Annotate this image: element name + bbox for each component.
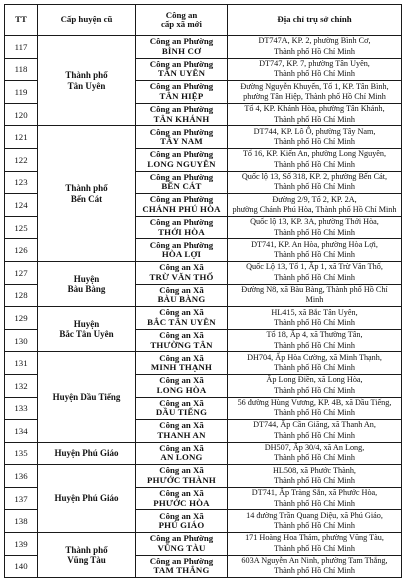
new-police-unit-cell	[136, 442, 228, 465]
row-number: 120	[5, 103, 38, 126]
address-line2: Thành phố Hồ Chí Minh	[274, 476, 355, 486]
address-line1: Tổ 18, Ấp 4, xã Thường Tân,	[266, 330, 363, 340]
address-line2: Thành phố Hồ Chí Minh	[274, 159, 355, 169]
unit-name: AN LONG	[160, 452, 203, 463]
address-line2: Thành phố Hồ Chí Minh	[274, 69, 355, 79]
headquarters-address-cell	[228, 442, 402, 465]
address-line2: Thành phố Hồ Chí Minh	[274, 453, 355, 463]
old-district-line1: Thành phố	[65, 544, 108, 555]
new-police-unit-cell	[136, 126, 228, 149]
old-district-line2: Vũng Tàu	[67, 555, 106, 566]
unit-type: Công an Xã	[159, 488, 204, 499]
address-line1: DH507, Ấp 30/4, xã An Long,	[264, 443, 365, 453]
unit-name: TÂN UYÊN	[157, 68, 206, 79]
unit-name: BẾN CÁT	[161, 181, 202, 192]
unit-type: Công an Xã	[159, 375, 204, 386]
row-number: 132	[5, 374, 38, 397]
row-number: 137	[5, 487, 38, 510]
headquarters-address-cell	[228, 261, 402, 284]
new-police-unit-cell	[136, 261, 228, 284]
unit-name: PHÚ GIÁO	[158, 520, 205, 531]
address-line2: Minh	[305, 295, 324, 305]
address-line1: DT741, KP. An Hòa, phường Hòa Lợi,	[251, 239, 378, 249]
unit-type: Công an Phường	[149, 194, 214, 205]
row-number: 126	[5, 239, 38, 262]
new-police-unit-cell	[136, 465, 228, 488]
headquarters-address-cell	[228, 171, 402, 194]
unit-name: THỚI HÒA	[158, 226, 205, 237]
old-district-cell	[38, 465, 136, 533]
table-row	[5, 533, 402, 556]
unit-type: Công an Phường	[149, 533, 214, 544]
unit-name: LONG NGUYÊN	[147, 158, 216, 169]
old-district-line2: Bến Cát	[70, 193, 103, 204]
new-police-unit-cell	[136, 510, 228, 533]
table-row	[5, 352, 402, 375]
address-line1: 603A Nguyễn An Ninh, phường Tam Thắng,	[241, 556, 388, 566]
unit-name: TRỪ VĂN THỐ	[149, 271, 214, 282]
address-line2: Thành phố Hồ Chí Minh	[274, 543, 355, 553]
old-district-cell	[38, 533, 136, 578]
address-line2: Thành phố Hồ Chí Minh	[274, 272, 355, 282]
unit-name: BÌNH CƠ	[161, 45, 202, 56]
unit-name: BÀU BÀNG	[157, 294, 206, 305]
headquarters-address-cell	[228, 284, 402, 307]
row-number: 140	[5, 555, 38, 578]
row-number: 129	[5, 307, 38, 330]
table-header-row	[5, 5, 402, 36]
address-line2: Thành phố Hồ Chí Minh	[274, 182, 355, 192]
address-line1: 14 đường Trần Quang Diệu, xã Phú Giáo,	[246, 510, 383, 520]
headquarters-address-cell	[228, 555, 402, 578]
old-district-line1: Thành phố	[65, 70, 108, 81]
table-row	[5, 126, 402, 149]
headquarters-address-cell	[228, 148, 402, 171]
unit-name: PHƯỚC HÒA	[153, 497, 210, 508]
row-number: 127	[5, 261, 38, 284]
address-line1: DH704, Ấp Hòa Cường, xã Minh Thạnh,	[247, 352, 382, 362]
row-number: 128	[5, 284, 38, 307]
header-new-unit	[136, 5, 228, 36]
unit-type: Công an Xã	[159, 284, 204, 295]
address-line1: Đường N8, xã Bàu Bàng, Thành phố Hồ Chí	[241, 284, 388, 294]
old-district-cell	[38, 352, 136, 442]
address-line1: DT744, KP. Lô Ô, phường Tây Nam,	[253, 126, 376, 136]
unit-type: Công an Xã	[159, 510, 204, 521]
headquarters-address-cell	[228, 487, 402, 510]
address-line1: HL508, xã Phước Thành,	[273, 465, 356, 475]
unit-type: Công an Xã	[159, 329, 204, 340]
headquarters-address-cell	[228, 194, 402, 217]
row-number: 130	[5, 329, 38, 352]
unit-type: Công an Phường	[149, 36, 214, 47]
row-number: 117	[5, 36, 38, 59]
old-district-line1: Huyện Dầu Tiếng	[52, 391, 121, 402]
new-police-unit-cell	[136, 284, 228, 307]
row-number: 133	[5, 397, 38, 420]
row-number: 119	[5, 81, 38, 104]
old-district-line1: Thành phố	[65, 183, 108, 194]
unit-type: Công an Phường	[149, 126, 214, 137]
row-number: 118	[5, 58, 38, 81]
old-district-line2: Tân Uyên	[67, 80, 106, 91]
address-line2: Thành phố Hồ Chí Minh	[274, 363, 355, 373]
unit-type: Công an Xã	[159, 262, 204, 273]
headquarters-address-cell	[228, 126, 402, 149]
unit-type: Công an Xã	[159, 465, 204, 476]
old-district-cell	[38, 36, 136, 126]
headquarters-address-cell	[228, 533, 402, 556]
row-number: 135	[5, 442, 38, 465]
old-district-line2: Bắc Tân Uyên	[59, 329, 114, 340]
table-row	[5, 261, 402, 284]
headquarters-address-cell	[228, 352, 402, 375]
row-number: 131	[5, 352, 38, 375]
address-line1: Tổ 4, KP. Khánh Hòa, phường Tân Khánh,	[244, 104, 385, 114]
address-line1: Quốc Lộ 13, Tổ 1, Ấp 1, xã Trừ Văn Thố,	[246, 262, 383, 272]
old-district-line1: Huyện	[73, 318, 100, 329]
new-police-unit-cell	[136, 148, 228, 171]
unit-type: Công an Xã	[159, 397, 204, 408]
address-line1: DT741, Ấp Tràng Sắn, xã Phước Hòa,	[251, 488, 378, 498]
unit-type: Công an Phường	[149, 58, 214, 69]
header-old-district: Cấp huyện cũ	[38, 5, 136, 36]
old-district-cell	[38, 442, 136, 465]
address-line1: Quốc lộ 13, KP. 3A, phường Thới Hòa,	[250, 217, 379, 227]
headquarters-address-cell	[228, 239, 402, 262]
header-address: Địa chỉ trụ sở chính	[228, 5, 402, 36]
old-district-cell	[38, 307, 136, 352]
address-line1: DT747A, KP. 2, phường Bình Cơ,	[258, 36, 371, 46]
row-number: 121	[5, 126, 38, 149]
table-body	[5, 36, 402, 578]
police-address-table	[4, 4, 402, 578]
row-number: 136	[5, 465, 38, 488]
unit-type: Công an Phường	[149, 103, 214, 114]
table-row	[5, 307, 402, 330]
new-police-unit-cell	[136, 103, 228, 126]
new-police-unit-cell	[136, 194, 228, 217]
new-police-unit-cell	[136, 239, 228, 262]
address-line2: Thành phố Hồ Chí Minh	[274, 521, 355, 531]
unit-name: THANH AN	[157, 429, 206, 440]
address-line1: Ấp Long Điền, xã Long Hòa,	[266, 375, 363, 385]
new-police-unit-cell	[136, 329, 228, 352]
row-number: 139	[5, 533, 38, 556]
address-line2: Thành phố Hồ Chí Minh	[274, 498, 355, 508]
address-line2: Thành phố Hồ Chí Minh	[274, 408, 355, 418]
unit-name: TÂY NAM	[160, 136, 203, 147]
header-new-unit-line2: cấp xã mới	[160, 19, 203, 29]
table-row	[5, 465, 402, 488]
header-tt: TT	[5, 5, 38, 36]
address-line1: DT747, KP. 7, phường Tân Uyên,	[259, 58, 370, 68]
row-number: 123	[5, 171, 38, 194]
headquarters-address-cell	[228, 374, 402, 397]
headquarters-address-cell	[228, 329, 402, 352]
address-line1: Đường 2/9, Tổ 2, KP. 2A,	[272, 194, 357, 204]
address-line2: Thành phố Hồ Chí Minh	[274, 340, 355, 350]
unit-name: HÒA LỢI	[161, 249, 202, 260]
old-district-line1: Huyện	[73, 273, 100, 284]
headquarters-address-cell	[228, 465, 402, 488]
address-line2: Thành phố Hồ Chí Minh	[274, 250, 355, 260]
new-police-unit-cell	[136, 555, 228, 578]
new-police-unit-cell	[136, 171, 228, 194]
headquarters-address-cell	[228, 510, 402, 533]
unit-name: DẦU TIẾNG	[155, 407, 208, 418]
address-line2: Thành phố Hồ Chí Minh	[274, 317, 355, 327]
new-police-unit-cell	[136, 81, 228, 104]
unit-name: TAM THẮNG	[153, 565, 210, 576]
headquarters-address-cell	[228, 103, 402, 126]
row-number: 125	[5, 216, 38, 239]
address-line2: Thành phố Hồ Chí Minh	[274, 137, 355, 147]
address-line2: Thành phố Hồ Chí Minh	[274, 566, 355, 576]
headquarters-address-cell	[228, 420, 402, 443]
new-police-unit-cell	[136, 420, 228, 443]
address-line2: Thành phố Hồ Chí Minh	[274, 385, 355, 395]
row-number: 124	[5, 194, 38, 217]
address-line1: HL415, xã Bắc Tân Uyên,	[271, 307, 358, 317]
unit-type: Công an Phường	[149, 81, 214, 92]
unit-name: CHÁNH PHÚ HÒA	[142, 203, 221, 214]
headquarters-address-cell	[228, 397, 402, 420]
address-line1: Đường Nguyễn Khuyến, Tổ 1, KP. Tân Bình,	[240, 81, 389, 91]
address-line1: 56 đường Hùng Vương, KP. 4B, xã Dầu Tiếng,	[237, 397, 392, 407]
unit-name: LONG HÒA	[156, 384, 207, 395]
unit-name: THƯỜNG TÂN	[150, 339, 213, 350]
address-line2: Thành phố Hồ Chí Minh	[274, 46, 355, 56]
headquarters-address-cell	[228, 58, 402, 81]
address-line1: Quốc lộ 13, Số 318, KP. 2, phường Bến Cát,	[241, 171, 388, 181]
row-number: 134	[5, 420, 38, 443]
address-line2: Thành phố Hồ Chí Minh	[274, 114, 355, 124]
table-row	[5, 36, 402, 59]
address-line2: Thành phố Hồ Chí Minh	[274, 430, 355, 440]
new-police-unit-cell	[136, 397, 228, 420]
old-district-line2: Bàu Bàng	[67, 284, 106, 295]
old-district-line1: Huyện Phú Giáo	[54, 448, 119, 459]
address-line2: phường Chánh Phú Hòa, Thành phố Hồ Chí Minh	[232, 204, 397, 214]
unit-name: PHƯỚC THÀNH	[147, 475, 216, 486]
table-row	[5, 442, 402, 465]
address-line1: Tổ 16, KP. Kiến An, phường Long Nguyên,	[242, 149, 387, 159]
unit-type: Công an Phường	[149, 239, 214, 250]
unit-type: Công an Phường	[149, 171, 214, 182]
old-district-line1: Huyện Phú Giáo	[54, 493, 119, 504]
unit-type: Công an Xã	[159, 420, 204, 431]
row-number: 122	[5, 148, 38, 171]
unit-type: Công an Phường	[149, 555, 214, 566]
old-district-cell	[38, 126, 136, 262]
new-police-unit-cell	[136, 374, 228, 397]
new-police-unit-cell	[136, 36, 228, 59]
unit-type: Công an Phường	[149, 149, 214, 160]
new-police-unit-cell	[136, 533, 228, 556]
unit-type: Công an Phường	[149, 216, 214, 227]
address-line1: 171 Hoàng Hoa Thám, phường Vũng Tàu,	[245, 533, 384, 543]
address-line2: phường Tân Hiệp, Thành phố Hồ Chí Minh	[243, 91, 386, 101]
headquarters-address-cell	[228, 36, 402, 59]
new-police-unit-cell	[136, 58, 228, 81]
header-new-unit-line1: Công an	[165, 9, 198, 20]
unit-type: Công an Xã	[159, 442, 204, 453]
new-police-unit-cell	[136, 352, 228, 375]
unit-type: Công an Xã	[159, 307, 204, 318]
address-line1: DT744, Ấp Cần Giăng, xã Thanh An,	[253, 420, 376, 430]
unit-name: TÂN KHÁNH	[153, 113, 210, 124]
unit-name: BẮC TÂN UYÊN	[147, 316, 216, 327]
headquarters-address-cell	[228, 307, 402, 330]
address-line2: Thành phố Hồ Chí Minh	[274, 227, 355, 237]
unit-name: MINH THẠNH	[150, 362, 213, 373]
row-number: 138	[5, 510, 38, 533]
new-police-unit-cell	[136, 487, 228, 510]
new-police-unit-cell	[136, 307, 228, 330]
unit-type: Công an Xã	[159, 352, 204, 363]
unit-name: TÂN HIỆP	[159, 90, 204, 101]
new-police-unit-cell	[136, 216, 228, 239]
headquarters-address-cell	[228, 216, 402, 239]
unit-name: VŨNG TÀU	[157, 542, 206, 553]
headquarters-address-cell	[228, 81, 402, 104]
old-district-cell	[38, 261, 136, 306]
